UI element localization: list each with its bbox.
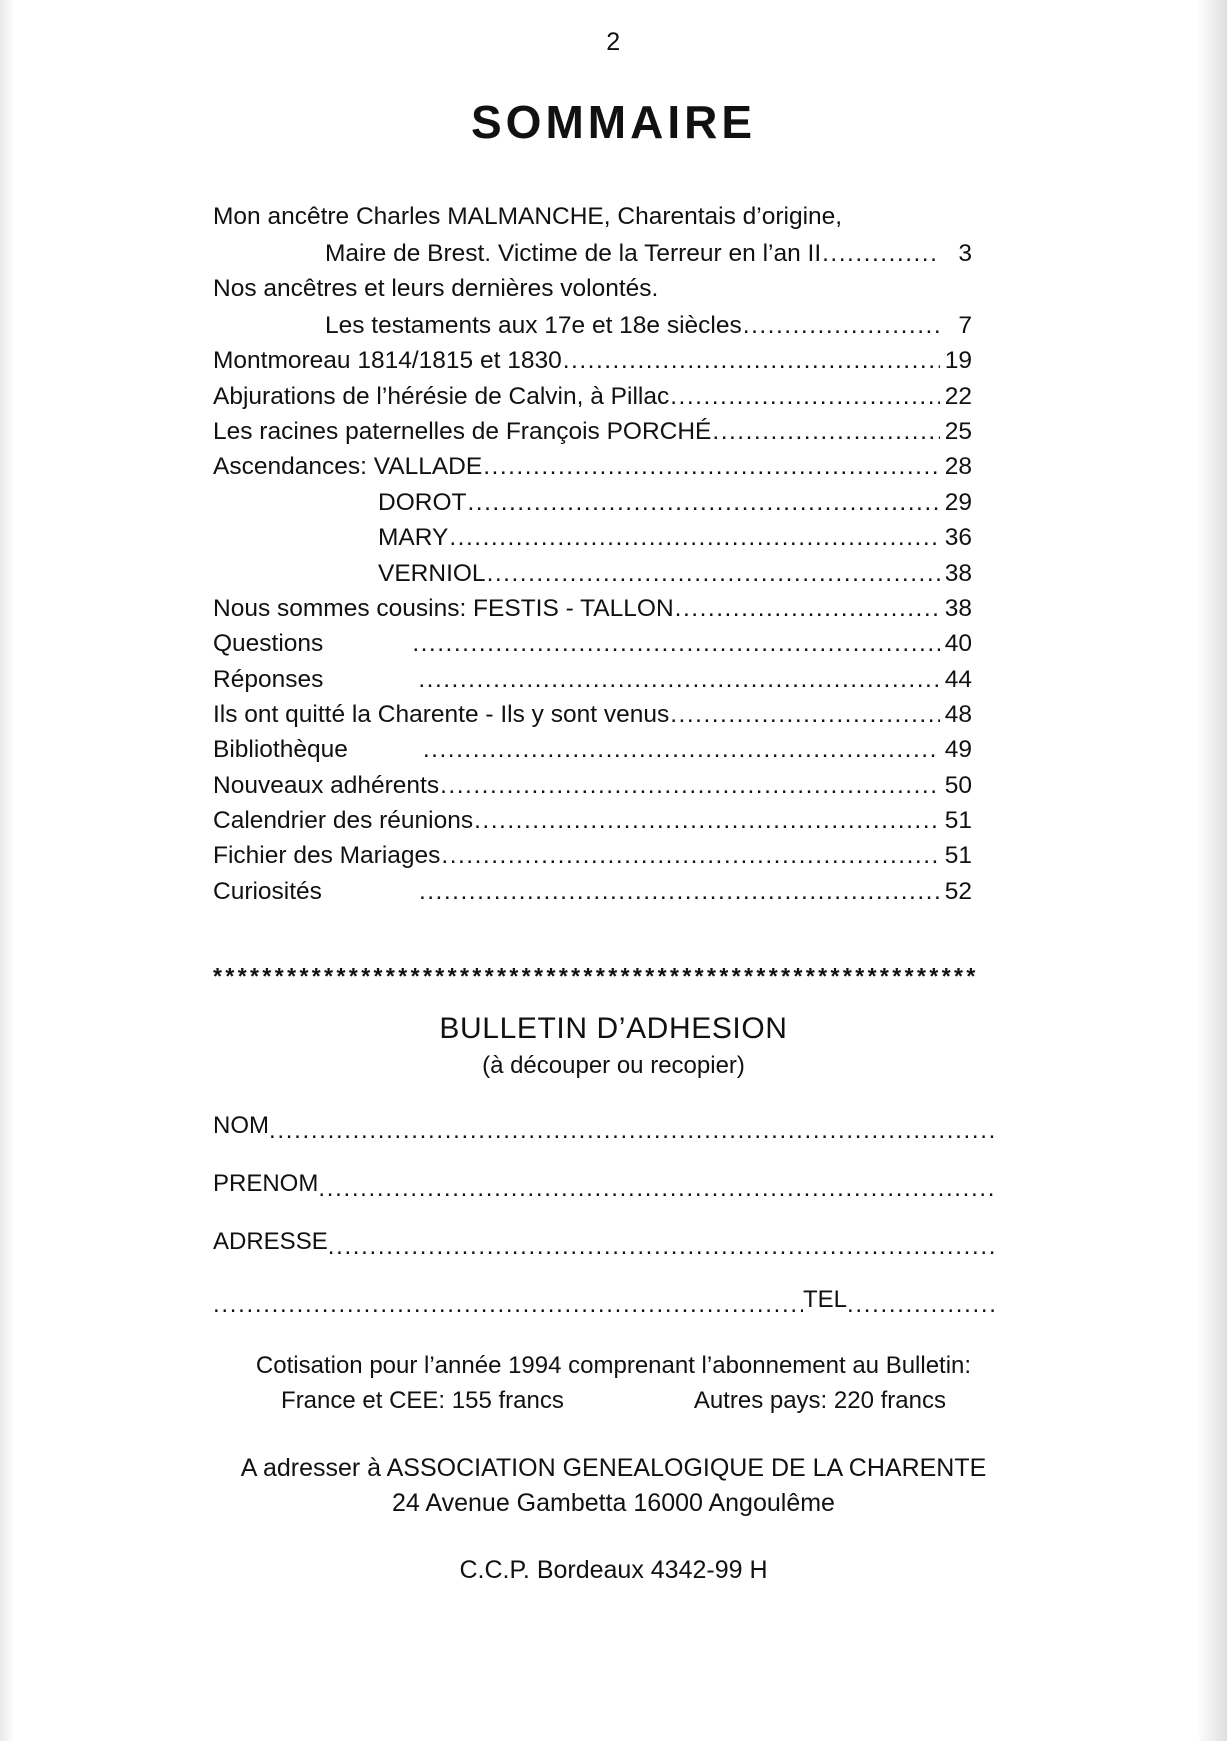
toc-entry-page: 25 xyxy=(944,418,972,446)
toc-entry-page: 3 xyxy=(958,239,972,267)
toc-entry-label: Maire de Brest. Victime de la Terreur en l’an II xyxy=(325,239,822,267)
toc-entry[interactable] xyxy=(213,805,972,836)
toc-entry-page: 38 xyxy=(944,559,972,587)
leader-dots xyxy=(419,881,940,903)
toc-entry-label: Fichier des Mariages xyxy=(213,842,441,870)
form-fill-line-tel[interactable] xyxy=(847,1294,997,1314)
toc-entry-heading xyxy=(213,201,972,233)
adhesion-form xyxy=(0,1110,1227,1314)
leader-dots xyxy=(483,457,940,479)
toc-entry-label: VERNIOL xyxy=(378,559,486,587)
toc-entry[interactable] xyxy=(213,522,972,553)
toc-entry[interactable] xyxy=(213,416,972,447)
leader-dots xyxy=(474,810,940,832)
association-street-line: 24 Avenue Gambetta 16000 Angoulême xyxy=(392,1489,835,1518)
form-field-prenom[interactable] xyxy=(213,1168,997,1198)
form-fill-line[interactable] xyxy=(269,1120,997,1140)
toc-entry[interactable] xyxy=(213,664,972,695)
table-of-contents xyxy=(0,201,1227,907)
toc-entry[interactable] xyxy=(213,593,972,624)
toc-entry-label: Questions xyxy=(213,630,324,658)
toc-entry-label: Nos ancêtres et leurs dernières volontés. xyxy=(213,275,659,303)
section-divider: ************************************************************** xyxy=(213,963,979,990)
toc-entry-page: 49 xyxy=(944,736,972,764)
toc-entry-label: Mon ancêtre Charles MALMANCHE, Charentais d’origine, xyxy=(213,203,843,230)
toc-entry-label: Ascendances: VALLADE xyxy=(213,453,483,481)
toc-entry[interactable] xyxy=(213,345,972,376)
form-field-tel[interactable] xyxy=(213,1284,997,1314)
toc-entry-page: 38 xyxy=(944,594,972,622)
cotisation-rates xyxy=(0,1385,1227,1417)
toc-entry-page: 52 xyxy=(944,877,972,905)
toc-entry-page: 19 xyxy=(944,347,972,375)
leader-dots xyxy=(423,740,940,762)
page-number: 2 xyxy=(606,28,621,56)
toc-entry-label: Les testaments aux 17e et 18e siècles xyxy=(325,312,742,340)
association-name-line: A adresser à ASSOCIATION GENEALOGIQUE DE LA CHARENTE xyxy=(240,1453,987,1482)
page-title: SOMMAIRE xyxy=(471,96,756,148)
toc-entry-label: Réponses xyxy=(213,665,324,693)
toc-entry[interactable] xyxy=(213,487,972,518)
leader-dots xyxy=(449,528,940,550)
toc-entry-page: 51 xyxy=(944,842,972,870)
toc-entry-label: Bibliothèque xyxy=(213,736,348,764)
toc-entry[interactable] xyxy=(213,238,972,269)
cotisation-autres: Autres pays: 220 francs xyxy=(693,1386,946,1414)
adhesion-subtitle: (à découper ou recopier) xyxy=(482,1052,745,1080)
form-label-prenom: PRENOM xyxy=(213,1170,319,1198)
leader-dots xyxy=(412,634,940,656)
form-label-nom: NOM xyxy=(213,1112,269,1140)
toc-entry-page: 7 xyxy=(958,312,972,340)
toc-entry[interactable] xyxy=(213,451,972,482)
leader-dots xyxy=(441,846,940,868)
cotisation-note xyxy=(0,1350,1227,1417)
toc-entry[interactable] xyxy=(213,699,972,730)
toc-entry-label: Nouveaux adhérents xyxy=(213,771,440,799)
ccp-line: C.C.P. Bordeaux 4342-99 H xyxy=(459,1555,768,1584)
toc-entry[interactable] xyxy=(213,381,972,412)
toc-entry-label: Calendrier des réunions xyxy=(213,807,474,835)
toc-entry-page: 36 xyxy=(944,524,972,552)
leader-dots xyxy=(822,243,940,265)
form-fill-line[interactable] xyxy=(213,1294,803,1314)
cotisation-france: France et CEE: 155 francs xyxy=(281,1386,564,1414)
leader-dots xyxy=(670,704,940,726)
toc-entry-page: 48 xyxy=(944,701,972,728)
toc-entry-page: 22 xyxy=(944,382,972,410)
leader-dots xyxy=(563,351,940,373)
toc-entry-page: 44 xyxy=(944,665,972,693)
form-fill-line[interactable] xyxy=(328,1236,997,1256)
toc-entry-label: Les racines paternelles de François PORCHÉ xyxy=(213,418,712,446)
toc-entry-label: MARY xyxy=(378,524,449,552)
toc-entry-page: 50 xyxy=(944,771,972,799)
leader-dots xyxy=(440,775,940,797)
toc-entry[interactable] xyxy=(213,310,972,341)
form-field-nom[interactable] xyxy=(213,1110,997,1140)
form-label-adresse: ADRESSE xyxy=(213,1228,328,1256)
toc-entry-page: 51 xyxy=(944,807,972,835)
leader-dots xyxy=(670,386,940,408)
leader-dots xyxy=(467,492,940,514)
toc-entry-label: Abjurations de l’hérésie de Calvin, à Pillac xyxy=(213,382,670,410)
toc-entry-page: 29 xyxy=(944,488,972,516)
toc-entry-label: Nous sommes cousins: FESTIS - TALLON xyxy=(213,594,674,622)
toc-entry-label: Montmoreau 1814/1815 et 1830 xyxy=(213,347,562,375)
toc-entry[interactable] xyxy=(213,770,972,801)
leader-dots xyxy=(675,598,940,620)
form-label-tel: TEL xyxy=(802,1286,847,1314)
leader-dots xyxy=(743,315,940,337)
leader-dots xyxy=(418,669,940,691)
association-address xyxy=(0,1451,1227,1522)
toc-entry-label: DOROT xyxy=(378,488,467,516)
toc-entry-heading xyxy=(213,273,972,305)
leader-dots xyxy=(487,563,940,585)
toc-entry[interactable] xyxy=(213,734,972,765)
form-fill-line[interactable] xyxy=(318,1178,997,1198)
toc-entry[interactable] xyxy=(213,558,972,589)
toc-entry[interactable] xyxy=(213,876,972,907)
toc-entry-label: Curiosités xyxy=(213,877,322,905)
adhesion-title: BULLETIN D’ADHESION xyxy=(439,1012,788,1046)
toc-entry-page: 28 xyxy=(944,453,972,481)
toc-entry[interactable] xyxy=(213,628,972,659)
toc-entry-page: 40 xyxy=(944,630,972,658)
leader-dots xyxy=(712,421,940,443)
form-field-adresse[interactable] xyxy=(213,1226,997,1256)
toc-entry-label: Ils ont quitté la Charente - Ils y sont venus xyxy=(213,701,670,728)
toc-entry[interactable] xyxy=(213,840,972,871)
cotisation-line1: Cotisation pour l’année 1994 comprenant l’abonnement au Bulletin: xyxy=(255,1352,972,1380)
